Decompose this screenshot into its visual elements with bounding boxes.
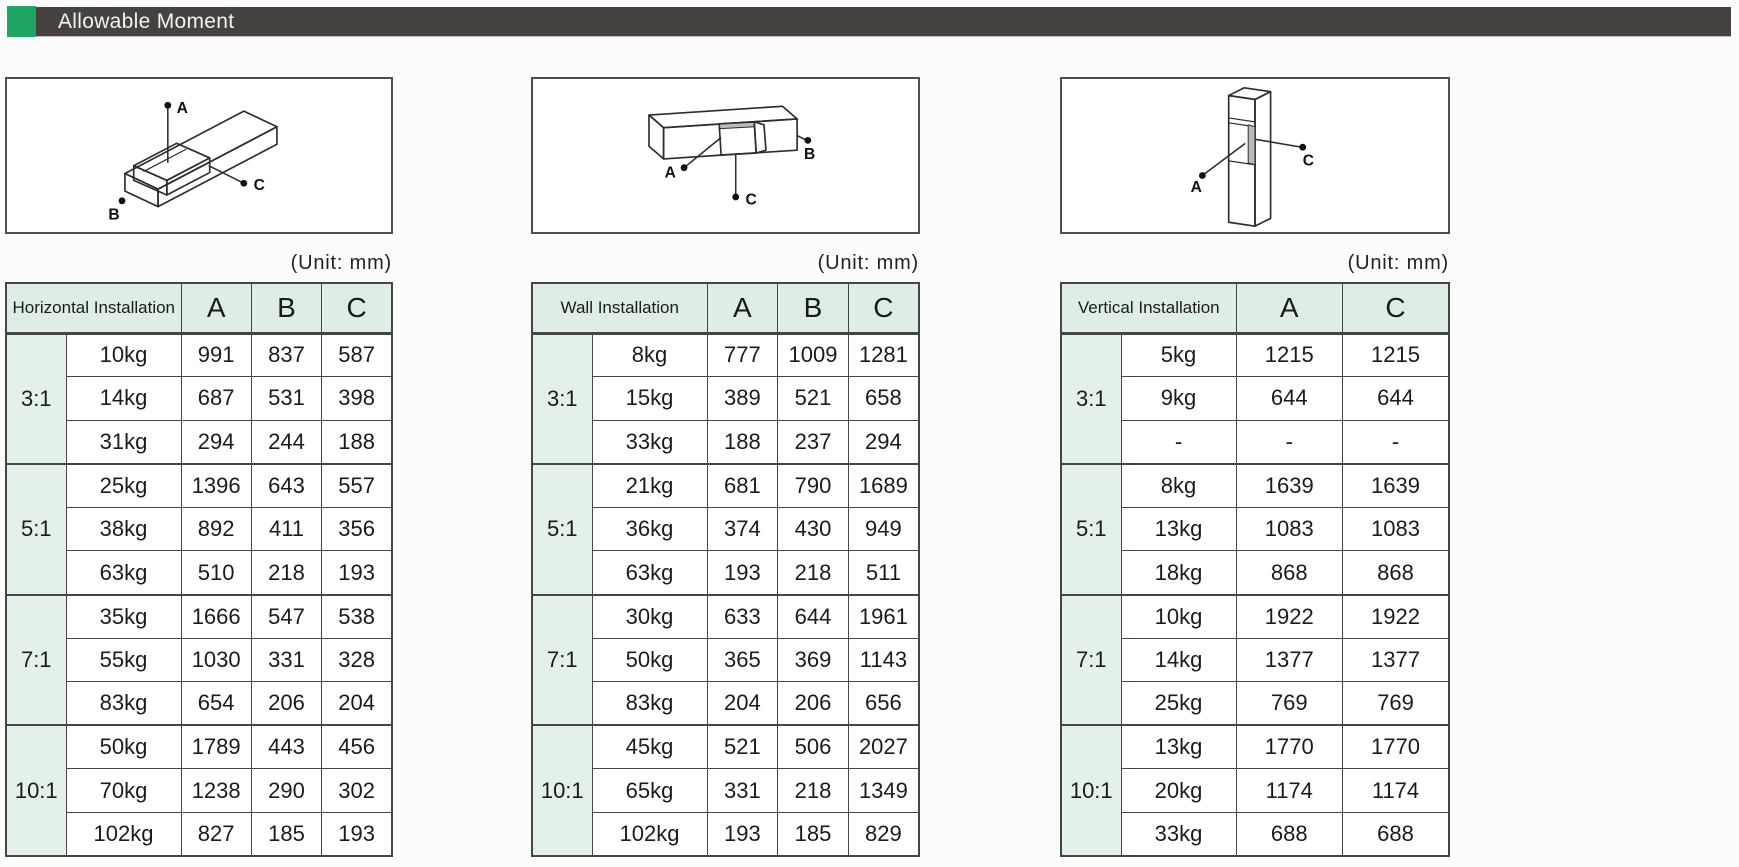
weight-cell: 5kg [1121, 333, 1236, 377]
value-cell: 538 [322, 595, 392, 639]
weight-cell: 9kg [1121, 377, 1236, 421]
value-cell: 218 [251, 551, 321, 595]
value-cell: 331 [251, 638, 321, 682]
weight-cell: 8kg [1121, 464, 1236, 508]
point-dot-b [119, 197, 126, 204]
weight-cell: 35kg [66, 595, 181, 639]
table-title-cell: Vertical Installation [1061, 283, 1236, 333]
value-cell: 398 [322, 377, 392, 421]
rail-wireframe [649, 106, 797, 159]
value-cell: 644 [1236, 377, 1343, 421]
value-cell: 587 [322, 333, 392, 377]
value-cell: 188 [707, 420, 778, 464]
weight-cell: 63kg [66, 551, 181, 595]
weight-cell: 36kg [592, 507, 707, 551]
table-row [532, 333, 919, 377]
value-cell: 681 [707, 464, 778, 508]
diagram-point-label-c: C [1302, 152, 1315, 170]
diagram-point-label-a: A [176, 100, 188, 118]
weight-cell: 63kg [592, 551, 707, 595]
value-cell: 193 [707, 551, 778, 595]
weight-cell: 45kg [592, 725, 707, 769]
value-cell: 185 [778, 813, 849, 857]
value-cell: 218 [778, 551, 849, 595]
value-cell: 656 [848, 682, 919, 726]
value-cell: 837 [251, 333, 321, 377]
value-cell: 1215 [1236, 333, 1343, 377]
value-cell: 204 [707, 682, 778, 726]
column-header-a: A [1236, 283, 1343, 333]
diagram-point-label-b: B [108, 206, 120, 224]
weight-cell: 102kg [66, 813, 181, 857]
table-row [6, 595, 392, 639]
ratio-cell: 7:1 [532, 595, 592, 726]
value-cell: 302 [322, 769, 392, 813]
table-header-row [532, 283, 919, 333]
actuator-horizontal-drawing [7, 79, 391, 232]
ratio-cell: 7:1 [1061, 595, 1121, 726]
value-cell: 1770 [1343, 725, 1450, 769]
value-cell: 654 [181, 682, 251, 726]
column-header-a: A [181, 283, 251, 333]
value-cell: 688 [1343, 813, 1450, 857]
value-cell: 2027 [848, 725, 919, 769]
value-cell: 1377 [1343, 638, 1450, 682]
weight-cell: 15kg [592, 377, 707, 421]
value-cell: 1083 [1236, 507, 1343, 551]
table-row [532, 725, 919, 769]
value-cell: 193 [322, 813, 392, 857]
value-cell: 193 [707, 813, 778, 857]
value-cell: 633 [707, 595, 778, 639]
wall-installation-panel [531, 0, 920, 867]
weight-cell: 55kg [66, 638, 181, 682]
point-dot-c [240, 180, 247, 187]
value-cell: 892 [181, 507, 251, 551]
weight-cell: 8kg [592, 333, 707, 377]
value-cell: 511 [848, 551, 919, 595]
diagram-point-label-b: B [803, 145, 816, 163]
value-cell: 456 [322, 725, 392, 769]
value-cell: 1689 [848, 464, 919, 508]
point-dot-c [732, 194, 739, 201]
diagram-point-label-a: A [664, 164, 676, 182]
weight-cell: 83kg [592, 682, 707, 726]
value-cell: - [1236, 420, 1343, 464]
ratio-cell: 3:1 [532, 333, 592, 464]
value-cell: 1174 [1236, 769, 1343, 813]
value-cell: 1922 [1343, 595, 1450, 639]
value-cell: 1215 [1343, 333, 1450, 377]
value-cell: 531 [251, 377, 321, 421]
value-cell: 1666 [181, 595, 251, 639]
value-cell: 827 [181, 813, 251, 857]
table-row [532, 464, 919, 508]
value-cell: 521 [778, 377, 849, 421]
value-cell: 643 [251, 464, 321, 508]
weight-cell: 14kg [1121, 638, 1236, 682]
value-cell: 769 [1343, 682, 1450, 726]
value-cell: 193 [322, 551, 392, 595]
column-header-b: B [778, 283, 849, 333]
leader-c [732, 155, 756, 209]
ratio-cell: 5:1 [6, 464, 66, 595]
value-cell: 769 [1236, 682, 1343, 726]
unit-label: (Unit: mm) [817, 252, 919, 274]
table-row [6, 725, 392, 769]
value-cell: 1009 [778, 333, 849, 377]
ratio-cell: 5:1 [1061, 464, 1121, 595]
weight-cell: 102kg [592, 813, 707, 857]
value-cell: 1174 [1343, 769, 1450, 813]
weight-cell: 25kg [66, 464, 181, 508]
value-cell: 389 [707, 377, 778, 421]
table-title-cell: Wall Installation [532, 283, 707, 333]
ratio-cell: 3:1 [1061, 333, 1121, 464]
value-cell: 1639 [1343, 464, 1450, 508]
column-header-c: C [1343, 283, 1450, 333]
value-cell: 790 [778, 464, 849, 508]
diagram-point-label-c: C [745, 191, 757, 209]
weight-cell: 25kg [1121, 682, 1236, 726]
weight-cell: 21kg [592, 464, 707, 508]
leader-b [108, 197, 125, 223]
value-cell: 1770 [1236, 725, 1343, 769]
value-cell: 777 [707, 333, 778, 377]
value-cell: 868 [1343, 551, 1450, 595]
weight-cell: 70kg [66, 769, 181, 813]
weight-cell: 50kg [66, 725, 181, 769]
value-cell: 1922 [1236, 595, 1343, 639]
weight-cell: 13kg [1121, 507, 1236, 551]
value-cell: 369 [778, 638, 849, 682]
table-row [532, 595, 919, 639]
weight-cell: 38kg [66, 507, 181, 551]
value-cell: 991 [181, 333, 251, 377]
weight-cell: 10kg [66, 333, 181, 377]
weight-cell: - [1121, 420, 1236, 464]
value-cell: 510 [181, 551, 251, 595]
carriage-wireframe [719, 122, 766, 155]
unit-label: (Unit: mm) [290, 252, 392, 274]
carriage-wireframe [134, 143, 210, 195]
table-header-row [6, 283, 392, 333]
weight-cell: 18kg [1121, 551, 1236, 595]
weight-cell: 13kg [1121, 725, 1236, 769]
point-dot-a [681, 164, 688, 171]
value-cell: 521 [707, 725, 778, 769]
column-header-c: C [848, 283, 919, 333]
ratio-cell: 5:1 [532, 464, 592, 595]
leader-a [164, 100, 187, 163]
weight-cell: 33kg [1121, 813, 1236, 857]
leader-a [665, 137, 722, 181]
value-cell: 237 [778, 420, 849, 464]
wall-installation-diagram [531, 77, 920, 234]
table-row [1061, 725, 1449, 769]
value-cell: 1789 [181, 725, 251, 769]
carriage-wireframe [1229, 118, 1255, 165]
value-cell: 1349 [848, 769, 919, 813]
value-cell: 188 [322, 420, 392, 464]
vertical-installation-table [1060, 282, 1450, 857]
leader-c [209, 166, 265, 194]
point-dot-b [804, 137, 811, 144]
table-row [6, 333, 392, 377]
leader-c [1256, 139, 1314, 169]
actuator-wall-drawing [533, 79, 918, 232]
value-cell: 204 [322, 682, 392, 726]
ratio-cell: 3:1 [6, 333, 66, 464]
value-cell: 687 [181, 377, 251, 421]
unit-label: (Unit: mm) [1347, 252, 1449, 274]
weight-cell: 14kg [66, 377, 181, 421]
value-cell: 185 [251, 813, 321, 857]
page-title: Allowable Moment [58, 9, 235, 33]
value-cell: 430 [778, 507, 849, 551]
value-cell: 658 [848, 377, 919, 421]
ratio-cell: 10:1 [532, 725, 592, 856]
horizontal-installation-table [5, 282, 393, 857]
table-row [1061, 464, 1449, 508]
column-header-a: A [707, 283, 778, 333]
value-cell: 829 [848, 813, 919, 857]
value-cell: 1639 [1236, 464, 1343, 508]
value-cell: 294 [848, 420, 919, 464]
value-cell: 356 [322, 507, 392, 551]
ratio-cell: 10:1 [1061, 725, 1121, 856]
weight-cell: 83kg [66, 682, 181, 726]
value-cell: 1396 [181, 464, 251, 508]
column-header-c: C [322, 283, 392, 333]
value-cell: 294 [181, 420, 251, 464]
weight-cell: 50kg [592, 638, 707, 682]
value-cell: 1238 [181, 769, 251, 813]
value-cell: - [1343, 420, 1450, 464]
value-cell: 443 [251, 725, 321, 769]
weight-cell: 20kg [1121, 769, 1236, 813]
horizontal-installation-panel [5, 0, 393, 867]
value-cell: 374 [707, 507, 778, 551]
leader-b [797, 136, 815, 163]
table-row [1061, 595, 1449, 639]
point-dot-a [1199, 172, 1206, 179]
value-cell: 1281 [848, 333, 919, 377]
diagram-point-label-c: C [253, 177, 265, 195]
ratio-cell: 7:1 [6, 595, 66, 726]
table-title-cell: Horizontal Installation [6, 283, 181, 333]
value-cell: 411 [251, 507, 321, 551]
table-header-row [1061, 283, 1449, 333]
value-cell: 688 [1236, 813, 1343, 857]
value-cell: 365 [707, 638, 778, 682]
value-cell: 218 [778, 769, 849, 813]
column-header-b: B [251, 283, 321, 333]
value-cell: 644 [1343, 377, 1450, 421]
value-cell: 557 [322, 464, 392, 508]
weight-cell: 31kg [66, 420, 181, 464]
value-cell: 868 [1236, 551, 1343, 595]
value-cell: 949 [848, 507, 919, 551]
leader-a [1191, 143, 1246, 196]
weight-cell: 65kg [592, 769, 707, 813]
point-dot-c [1299, 144, 1306, 151]
table-row [1061, 333, 1449, 377]
diagram-point-label-a: A [1190, 179, 1202, 197]
value-cell: 644 [778, 595, 849, 639]
weight-cell: 30kg [592, 595, 707, 639]
table-row [6, 464, 392, 508]
value-cell: 1030 [181, 638, 251, 682]
weight-cell: 10kg [1121, 595, 1236, 639]
ratio-cell: 10:1 [6, 725, 66, 856]
value-cell: 1143 [848, 638, 919, 682]
point-dot-a [164, 102, 171, 109]
wall-installation-table [531, 282, 920, 857]
value-cell: 1377 [1236, 638, 1343, 682]
vertical-installation-panel [1060, 0, 1450, 867]
value-cell: 1961 [848, 595, 919, 639]
weight-cell: 33kg [592, 420, 707, 464]
value-cell: 206 [251, 682, 321, 726]
value-cell: 290 [251, 769, 321, 813]
horizontal-installation-diagram [5, 77, 393, 234]
value-cell: 1083 [1343, 507, 1450, 551]
value-cell: 506 [778, 725, 849, 769]
value-cell: 206 [778, 682, 849, 726]
vertical-installation-diagram [1060, 77, 1450, 234]
value-cell: 328 [322, 638, 392, 682]
actuator-vertical-drawing [1062, 79, 1448, 232]
value-cell: 244 [251, 420, 321, 464]
value-cell: 331 [707, 769, 778, 813]
value-cell: 547 [251, 595, 321, 639]
